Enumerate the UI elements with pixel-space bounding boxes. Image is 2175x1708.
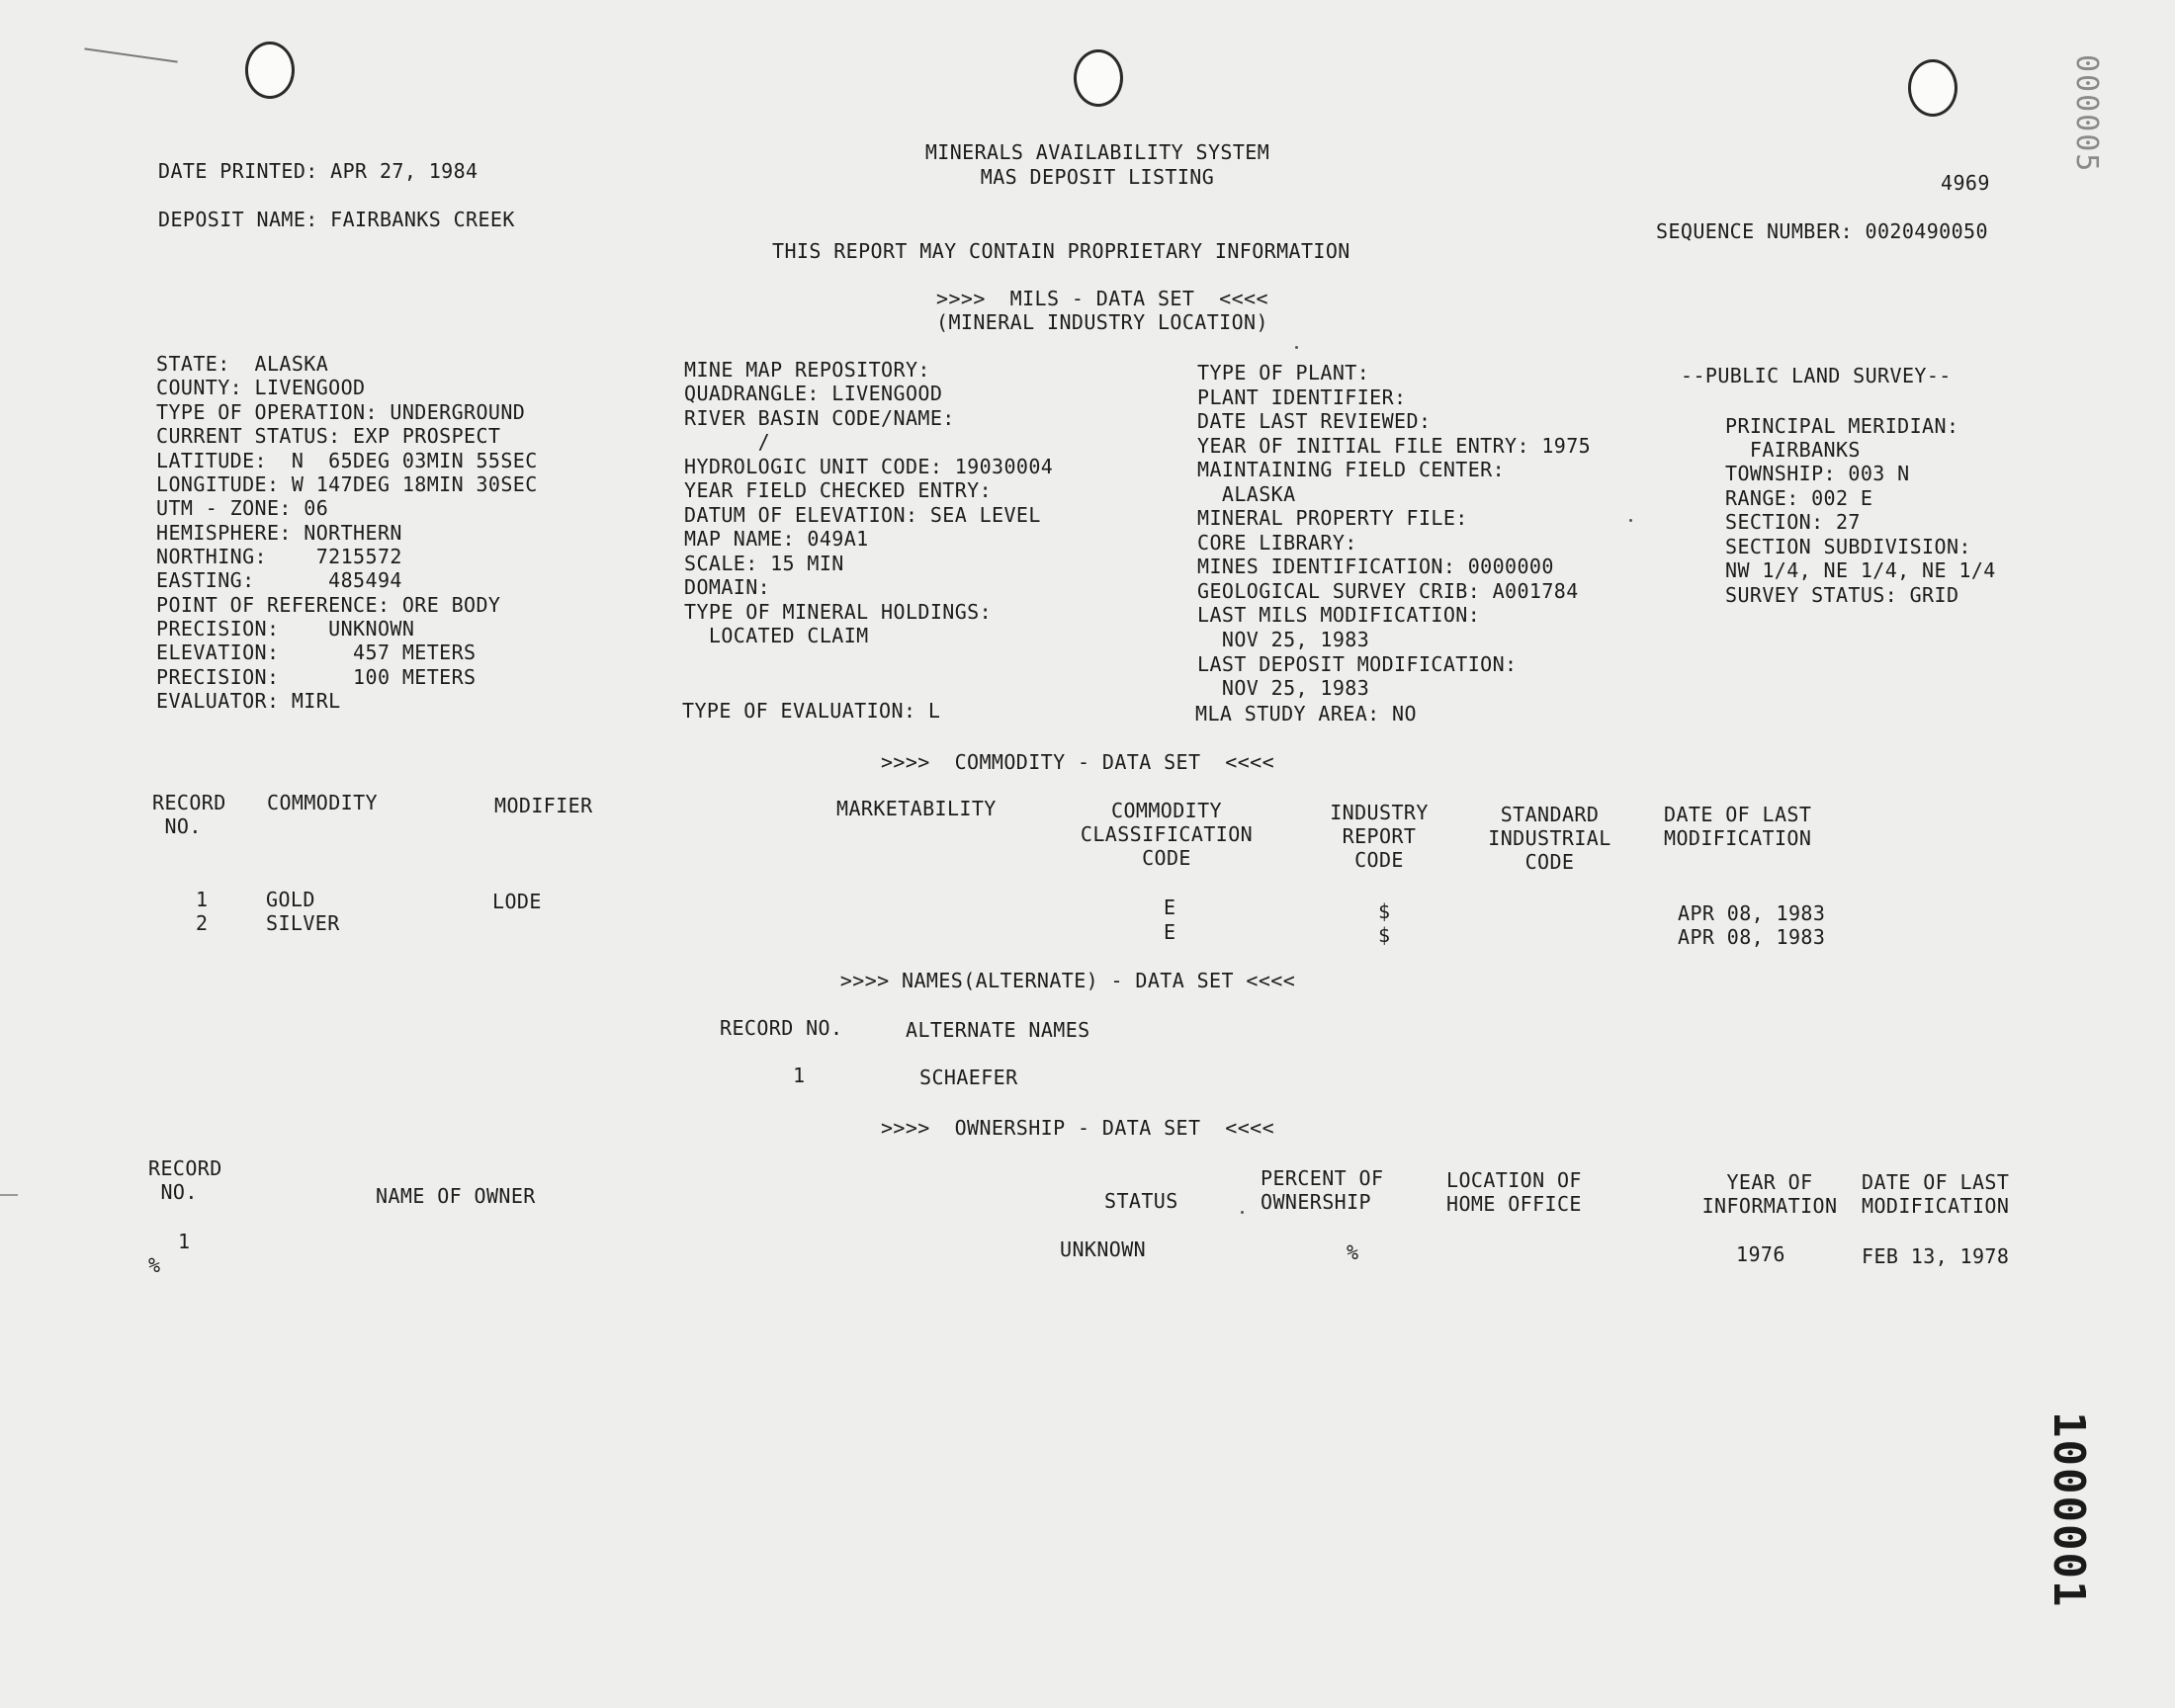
- section-title: --PUBLIC LAND SURVEY--: [1681, 364, 1952, 387]
- field-line: EVALUATOR: MIRL: [156, 689, 341, 713]
- alternate-name: SCHAEFER: [919, 1066, 1018, 1089]
- page-number: 4969: [1941, 171, 1990, 195]
- names-header-names: ALTERNATE NAMES: [906, 1018, 1090, 1042]
- field-line: SCALE: 15 MIN: [684, 552, 844, 575]
- field-line: MAP NAME: 049A1: [684, 527, 869, 551]
- commodity-header-classification: COMMODITY CLASSIFICATION CODE: [1080, 799, 1254, 870]
- field-line: LATITUDE: N 65DEG 03MIN 55SEC: [156, 449, 538, 472]
- system-title: MINERALS AVAILABILITY SYSTEM: [924, 140, 1270, 164]
- field-line: YEAR FIELD CHECKED ENTRY:: [684, 478, 993, 502]
- scan-dot: [1295, 346, 1298, 349]
- ownership-percent: %: [1347, 1240, 1359, 1264]
- field-line: COUNTY: LIVENGOOD: [156, 376, 366, 399]
- listing-title: MAS DEPOSIT LISTING: [980, 165, 1215, 189]
- field-line: CORE LIBRARY:: [1197, 531, 1357, 555]
- field-line: ALASKA: [1197, 482, 1296, 506]
- record-no: 1: [196, 888, 209, 911]
- field-line: MAINTAINING FIELD CENTER:: [1197, 458, 1506, 481]
- field-line: PRINCIPAL MERIDIAN:: [1725, 414, 1959, 438]
- punch-hole-left: [245, 42, 295, 99]
- field-line: RIVER BASIN CODE/NAME:: [684, 406, 955, 430]
- record-no: 1: [178, 1230, 191, 1253]
- field-line: CURRENT STATUS: EXP PROSPECT: [156, 424, 501, 448]
- industry-code: $: [1378, 899, 1391, 923]
- commodity-header-standard: STANDARD INDUSTRIAL CODE: [1488, 803, 1611, 874]
- field-line: UTM - ZONE: 06: [156, 496, 329, 520]
- punch-hole-right: [1908, 59, 1958, 117]
- ownership-heading: >>>> OWNERSHIP - DATA SET <<<<: [880, 1116, 1275, 1140]
- field-line: TOWNSHIP: 003 N: [1725, 462, 1910, 485]
- modification-date: FEB 13, 1978: [1862, 1244, 2010, 1268]
- classification-code: E: [1164, 896, 1176, 919]
- field-line: POINT OF REFERENCE: ORE BODY: [156, 593, 501, 617]
- field-line: TYPE OF MINERAL HOLDINGS:: [684, 600, 993, 624]
- stamp-top-right: 000005: [2069, 54, 2104, 174]
- industry-code: $: [1378, 923, 1391, 947]
- field-line: PRECISION: UNKNOWN: [156, 617, 415, 640]
- field-line: PRECISION: 100 METERS: [156, 665, 477, 689]
- ownership-header-status: STATUS: [1104, 1189, 1178, 1213]
- field-line: SURVEY STATUS: GRID: [1725, 583, 1959, 607]
- commodity-header-modifier: MODIFIER: [494, 794, 593, 817]
- mils-subheading: (MINERAL INDUSTRY LOCATION): [936, 310, 1268, 334]
- ownership-header-date: DATE OF LAST MODIFICATION: [1862, 1170, 2010, 1218]
- field-line: LOCATED CLAIM: [684, 624, 869, 647]
- field-line: TYPE OF OPERATION: UNDERGROUND: [156, 400, 526, 424]
- mils-heading: >>>> MILS - DATA SET <<<<: [936, 287, 1268, 310]
- percent-marker: %: [148, 1253, 161, 1277]
- commodity-header-marketability: MARKETABILITY: [836, 797, 997, 820]
- field-line: FAIRBANKS: [1725, 438, 1861, 462]
- field-line: QUADRANGLE: LIVENGOOD: [684, 382, 943, 405]
- ownership-header-owner: NAME OF OWNER: [376, 1184, 536, 1208]
- commodity-header-date: DATE OF LAST MODIFICATION: [1664, 803, 1812, 850]
- field-line: NOV 25, 1983: [1197, 676, 1370, 700]
- commodity-heading: >>>> COMMODITY - DATA SET <<<<: [880, 750, 1275, 774]
- commodity-header-commodity: COMMODITY: [267, 791, 378, 814]
- ownership-status: UNKNOWN: [1060, 1238, 1147, 1261]
- ownership-header-location: LOCATION OF HOME OFFICE: [1446, 1168, 1582, 1216]
- modifier: LODE: [492, 890, 542, 913]
- field-line: MINERAL PROPERTY FILE:: [1197, 506, 1468, 530]
- field-line: MINES IDENTIFICATION: 0000000: [1197, 555, 1554, 578]
- ownership-header-record: RECORD NO.: [148, 1156, 222, 1204]
- scan-mark-left-edge: [0, 1194, 18, 1196]
- ownership-header-percent: PERCENT OF OWNERSHIP: [1261, 1166, 1384, 1214]
- field-line: DOMAIN:: [684, 575, 771, 599]
- field-line: YEAR OF INITIAL FILE ENTRY: 1975: [1197, 434, 1592, 458]
- record-no: 2: [196, 911, 209, 935]
- scan-dot: [1629, 519, 1632, 522]
- field-line: DATE LAST REVIEWED:: [1197, 409, 1432, 433]
- field-line: SECTION: 27: [1725, 510, 1861, 534]
- field-line: GEOLOGICAL SURVEY CRIB: A001784: [1197, 579, 1579, 603]
- classification-code: E: [1164, 920, 1176, 944]
- scan-dot: [1241, 1211, 1244, 1214]
- field-line: MINE MAP REPOSITORY:: [684, 358, 930, 382]
- information-year: 1976: [1736, 1242, 1785, 1266]
- ownership-header-year: YEAR OF INFORMATION: [1701, 1170, 1838, 1218]
- commodity-name: SILVER: [266, 911, 340, 935]
- field-line: TYPE OF EVALUATION: L: [682, 699, 941, 723]
- names-header-record: RECORD NO.: [720, 1016, 843, 1040]
- field-line: STATE: ALASKA: [156, 352, 329, 376]
- field-line: NORTHING: 7215572: [156, 545, 402, 568]
- field-line: HYDROLOGIC UNIT CODE: 19030004: [684, 455, 1054, 478]
- names-heading: >>>> NAMES(ALTERNATE) - DATA SET <<<<: [839, 969, 1296, 992]
- modification-date: APR 08, 1983: [1678, 901, 1826, 925]
- field-line: TYPE OF PLANT:: [1197, 361, 1370, 384]
- commodity-header-industry: INDUSTRY REPORT CODE: [1330, 801, 1429, 872]
- sequence-number: SEQUENCE NUMBER: 0020490050: [1656, 219, 1988, 243]
- proprietary-note: THIS REPORT MAY CONTAIN PROPRIETARY INFORMATION: [772, 239, 1350, 263]
- field-line: LONGITUDE: W 147DEG 18MIN 30SEC: [156, 472, 538, 496]
- field-line: HEMISPHERE: NORTHERN: [156, 521, 402, 545]
- field-line: ELEVATION: 457 METERS: [156, 640, 477, 664]
- scan-mark-top: [84, 47, 177, 62]
- field-line: /: [684, 430, 771, 454]
- field-line: DATUM OF ELEVATION: SEA LEVEL: [684, 503, 1041, 527]
- field-line: LAST DEPOSIT MODIFICATION:: [1197, 652, 1518, 676]
- field-line: NOV 25, 1983: [1197, 628, 1370, 651]
- record-no: 1: [793, 1064, 806, 1087]
- field-line: NW 1/4, NE 1/4, NE 1/4: [1725, 558, 1996, 582]
- stamp-bottom-right: 1000001: [2044, 1411, 2094, 1609]
- deposit-name: DEPOSIT NAME: FAIRBANKS CREEK: [158, 208, 515, 231]
- commodity-header-record: RECORD NO.: [152, 791, 226, 838]
- punch-hole-center: [1074, 49, 1123, 107]
- field-line: LAST MILS MODIFICATION:: [1197, 603, 1481, 627]
- commodity-name: GOLD: [266, 888, 315, 911]
- field-line: SECTION SUBDIVISION:: [1725, 535, 1971, 558]
- field-line: RANGE: 002 E: [1725, 486, 1873, 510]
- field-line: EASTING: 485494: [156, 568, 402, 592]
- date-printed: DATE PRINTED: APR 27, 1984: [158, 159, 478, 183]
- field-line: PLANT IDENTIFIER:: [1197, 385, 1407, 409]
- field-line: MLA STUDY AREA: NO: [1195, 702, 1417, 726]
- modification-date: APR 08, 1983: [1678, 925, 1826, 949]
